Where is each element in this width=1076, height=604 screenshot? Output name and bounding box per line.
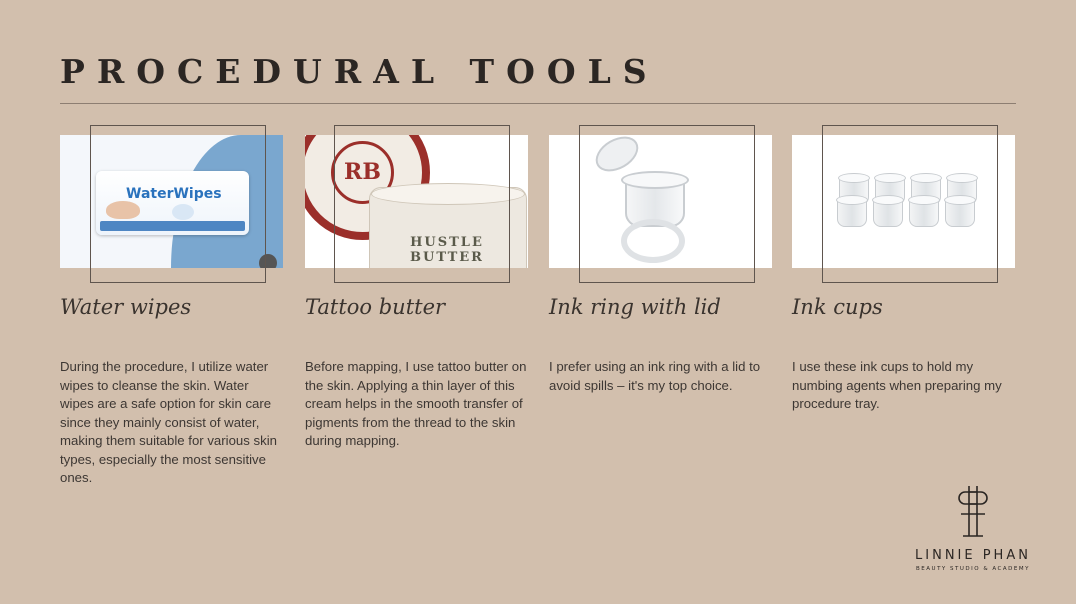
ink-ring-image bbox=[549, 135, 772, 268]
jar-top bbox=[371, 183, 525, 205]
ink-cup bbox=[945, 197, 975, 227]
brand-name: LINNIE PHAN bbox=[915, 548, 1031, 563]
brand-logo bbox=[905, 484, 1041, 572]
wipes-brand-text: WaterWipes bbox=[126, 186, 222, 202]
tool-name: Tattoo butter bbox=[305, 295, 446, 319]
ink-cup bbox=[873, 197, 903, 227]
tattoo-butter-image bbox=[305, 135, 528, 268]
corner-icon bbox=[259, 254, 277, 268]
percent-badge-icon bbox=[172, 204, 194, 220]
tool-description: I prefer using an ink ring with a lid to avoid spills – it's my top choice. bbox=[549, 359, 761, 393]
title-divider bbox=[60, 103, 1016, 104]
jar-label-text: HUSTLE BUTTER bbox=[410, 235, 484, 265]
tool-name: Ink ring with lid bbox=[549, 295, 721, 319]
rb-logo-icon: RB bbox=[331, 141, 394, 204]
ink-cup bbox=[837, 197, 867, 227]
tool-description: Before mapping, I use tattoo butter on the skin. Applying a thin layer of this cream helps in the smooth transfer of pigments from the thread to the skin during mapping. bbox=[305, 359, 527, 448]
finger-ring bbox=[621, 219, 685, 263]
wipes-package bbox=[96, 171, 249, 235]
ink-cup bbox=[909, 197, 939, 227]
tool-name: Ink cups bbox=[792, 295, 883, 319]
page-title: PROCEDURAL TOOLS bbox=[60, 52, 659, 91]
baby-icon bbox=[106, 201, 140, 219]
ring-cup-rim bbox=[621, 171, 689, 189]
tool-name: Water wipes bbox=[60, 295, 192, 319]
brand-tagline: BEAUTY STUDIO & ACADEMY bbox=[916, 566, 1030, 572]
tool-description: I use these ink cups to hold my numbing agents when preparing my procedure tray. bbox=[792, 359, 1002, 411]
monogram-icon bbox=[957, 484, 989, 538]
water-wipes-image bbox=[60, 135, 283, 268]
ink-cups-image bbox=[792, 135, 1015, 268]
tool-description: During the procedure, I utilize water wipes to cleanse the skin. Water wipes are a safe option for skin care since they mainly consist of water, making them suitable for various skin types, especially the most sensitive ones. bbox=[60, 359, 277, 485]
